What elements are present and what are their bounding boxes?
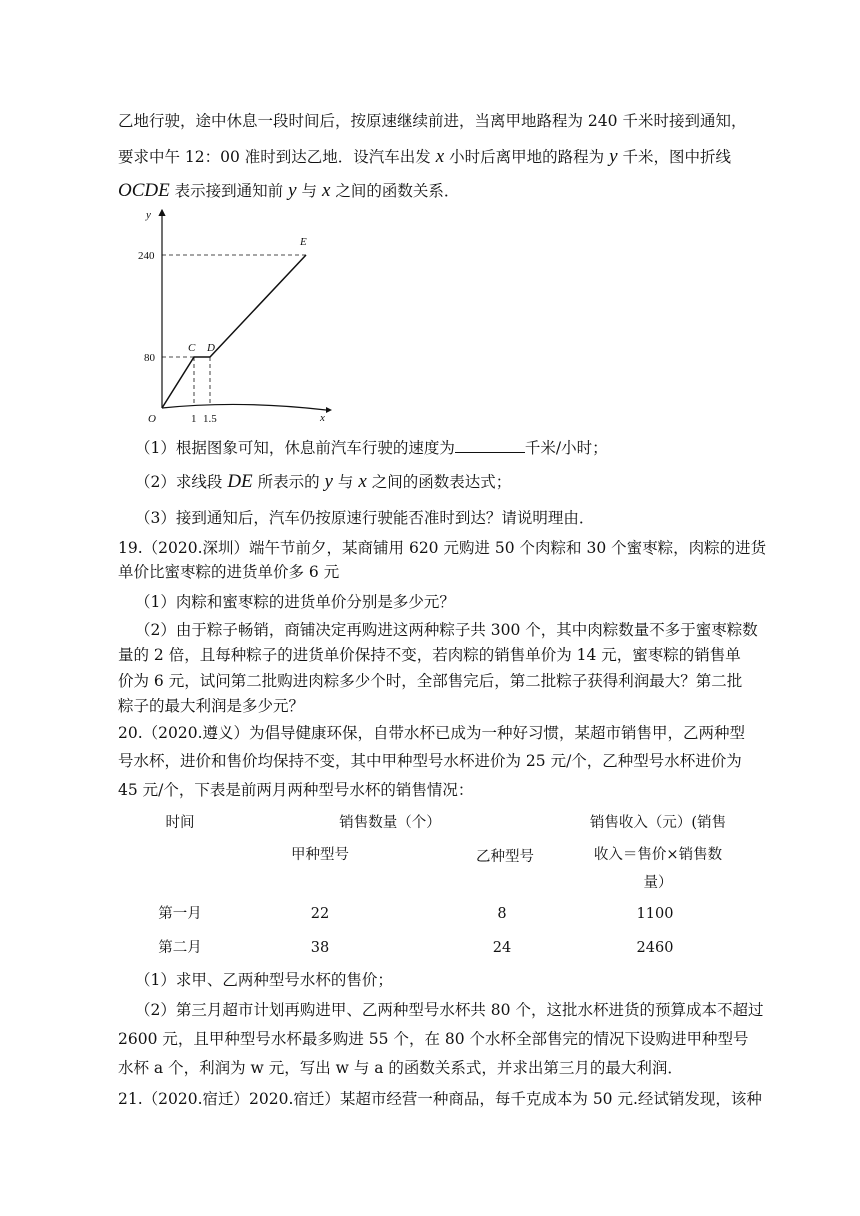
cell-yi: 24 [492,940,512,956]
point-c-label: C [188,342,196,354]
q19-line-4: （2）由于粽子畅销，商铺决定再购进这两种粽子共 300 个，其中肉粽数量不多于蜜枣粽数 [135,621,758,639]
th-jia: 甲种型号 [291,847,349,863]
axis-x-label: x [320,412,325,424]
x-axis-arrow [326,407,332,413]
function-graph [130,200,340,430]
q21-line-1: 21.（2020.宿迁）2020.宿迁）某超市经营一种商品，每千克成本为 50 元.经试销发现，该种 [118,1090,762,1108]
cell-jia: 22 [310,906,330,922]
q20-line-3: 45 元/个，下表是前两月两种型号水杯的销售情况： [118,781,474,799]
x-axis [162,404,326,410]
q20-part-2-line-3: 水杯 a 个，利润为 w 元，写出 w 与 a 的函数关系式，并求出第三月的最大利润． [118,1059,683,1077]
q19-line-5: 量的 2 倍，且每种粽子的进货单价保持不变，若肉粽的销售单价为 14 元，蜜枣粽的销售单 [118,646,741,664]
intro-line-2: 要求中午 12：00 准时到达乙地．设汽车出发 x 小时后离甲地的路程为 y 千米，图中折线 [118,146,731,167]
point-e-label: E [300,236,307,248]
origin-label: O [148,413,156,425]
cell-revenue: 2460 [636,940,674,956]
tick-80: 80 [144,352,155,364]
th-revenue-3: 量） [643,875,673,891]
q19-line-2: 单价比蜜枣粽的进货单价多 6 元 [118,563,340,581]
q18-part-3: （3）接到通知后，汽车仍按原速行驶能否准时到达？请说明理由． [135,509,595,527]
cell-month: 第二月 [158,940,202,956]
tick-1-5: 1.5 [203,413,217,425]
q20-part-2-line-1: （2）第三月超市计划再购进甲、乙两种型号水杯共 80 个，这批水杯进货的预算成本不超过 [135,1001,764,1019]
cell-month: 第一月 [158,906,202,922]
cell-revenue: 1100 [636,906,674,922]
q19-line-1: 19.（2020.深圳）端午节前夕，某商铺用 620 元购进 50 个肉粽和 30 个蜜枣粽，肉粽的进货 [118,539,767,557]
q19-line-6: 价为 6 元，试问第二批购进肉粽多少个时，全部售完后，第二批粽子获得利润最大？第二批 [118,672,743,690]
axis-y-label: y [146,209,151,221]
th-qty: 销售数量（个） [339,815,441,831]
q20-line-1: 20.（2020.遵义）为倡导健康环保，自带水杯已成为一种好习惯，某超市销售甲，乙两种型 [118,724,746,742]
tick-240: 240 [138,250,155,262]
q20-part-1: （1）求甲、乙两种型号水杯的售价； [135,971,393,989]
q18-part-2: （2）求线段 DE 所表示的 y 与 x 之间的函数表达式； [135,471,512,492]
point-d-label: D [207,342,215,354]
cell-yi: 8 [497,906,507,922]
tick-1: 1 [191,413,197,425]
q20-part-2-line-2: 2600 元，且甲种型号水杯最多购进 55 个，在 80 个水杯全部售完的情况下设购进甲种型号 [118,1030,749,1048]
q19-line-7: 粽子的最大利润是多少元？ [118,697,305,715]
cell-jia: 38 [310,940,330,956]
th-time: 时间 [165,815,195,831]
intro-line-3: OCDE 表示接到通知前 y 与 x 之间的函数关系． [118,180,460,201]
intro-line-1: 乙地行驶，途中休息一段时间后，按原速继续前进，当离甲地路程为 240 千米时接到通知， [118,112,747,130]
q20-line-2: 号水杯，进价和售价均保持不变，其中甲种型号水杯进价为 25 元/个，乙种型号水杯进价为 [118,752,742,770]
th-revenue-2: 收入＝售价×销售数 [593,847,723,863]
th-yi: 乙种型号 [476,849,534,865]
answer-blank[interactable] [455,438,525,453]
polyline-ocde [162,255,306,408]
q18-part-1: （1）根据图象可知，休息前汽车行驶的速度为 千米/小时； [135,439,608,457]
th-revenue-1: 销售收入（元）(销售 [589,815,727,831]
q19-line-3: （1）肉粽和蜜枣粽的进货单价分别是多少元？ [135,593,455,611]
